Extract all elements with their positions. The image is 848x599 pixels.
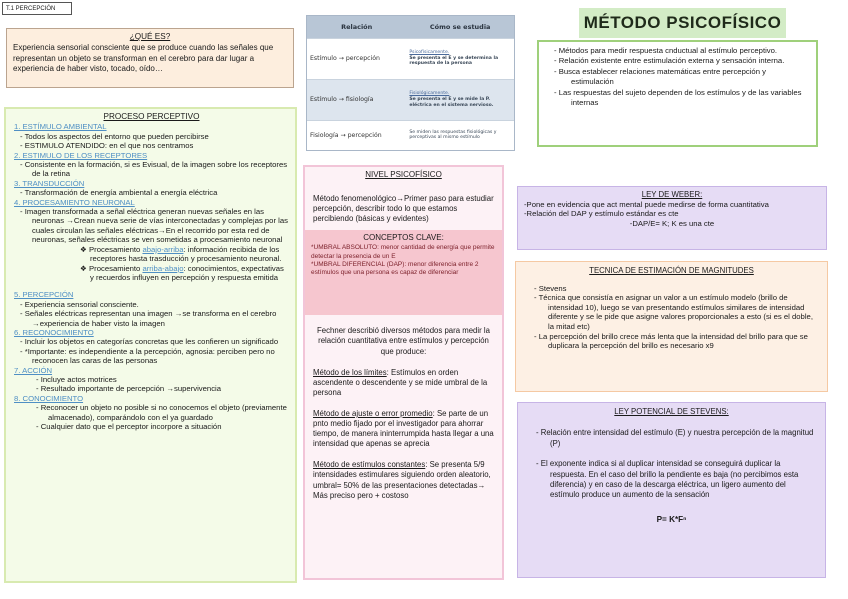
list-item: - Transformación de energía ambiental a energía eléctrica bbox=[20, 188, 218, 198]
list-item: - Relación existente entre estimulación externa y sensación interna. bbox=[554, 56, 785, 66]
weber-formula: -DAP/E= K; K es una cte bbox=[629, 219, 715, 229]
list-item: - Busca establecer relaciones matemáticas entre percepción y estimulación bbox=[554, 66, 766, 87]
list-item: - Métodos para medir respuesta cnductual al estímulo perceptivo. bbox=[554, 46, 778, 55]
list-item: - ESTIMULO ATENDIDO: en el que nos centramos bbox=[20, 141, 194, 151]
list-item: - Las respuestas del sujeto dependen de los estímulos y de las variables internas bbox=[554, 87, 802, 108]
section-reconocimiento: 6. RECONOCIMIENTO bbox=[14, 327, 94, 337]
list-item: - Técnica que consistía en asignar un valor a un estímulo modelo (brillo de intensidad 10), luego se van presentando estímulos similares de intensidad diferente y se le pide que asigne valores proporcionales a esto (si es el doble, la mitad etc) bbox=[534, 293, 813, 331]
section-accion: 7. ACCIÓN bbox=[14, 365, 53, 375]
que-es-title: ¿QUÉ ES? bbox=[129, 32, 171, 41]
que-es-box bbox=[6, 28, 294, 88]
list-item: - Todos los aspectos del entorno que pueden percibirse bbox=[20, 131, 209, 141]
nivel-title: NIVEL PSICOFÍSICO bbox=[365, 170, 442, 179]
tecnica-title: TECNICA DE ESTIMACIÓN DE MAGNITUDES bbox=[589, 266, 754, 275]
list-item: - *Importante: es independiente a la percepción, agnosia: perciben pero no reconocen las caras de las personas bbox=[20, 346, 275, 366]
list-item: - Imagen transformada a señal eléctrica generan nuevas señales en las neuronas →Crean nueva serie de vías interconectadas y complejas por las cuales circulan las señales eléctricas→En el recorrido por esta red de neuronas, señales eléctricas se ven sometidas a procesamiento neuronal bbox=[20, 207, 288, 245]
ley-weber-box bbox=[517, 186, 827, 250]
table-cell: Fisiología → percepción bbox=[307, 120, 406, 150]
tecnica-estimacion-box bbox=[515, 261, 828, 392]
table-row bbox=[307, 79, 514, 120]
section-procesamiento-neuronal: 4. PROCESAMIENTO NEURONAL bbox=[14, 197, 135, 207]
table-cell: Estímulo → percepción bbox=[307, 38, 406, 79]
list-item: - La percepción del brillo crece más lenta que la intensidad del brillo para que se duplicara la percepción del brillo es necesario x9 bbox=[534, 331, 808, 351]
relacion-table bbox=[306, 15, 515, 151]
conceptos-title: CONCEPTOS CLAVE: bbox=[363, 233, 444, 243]
metodo-limites: Método de los límites: Estímulos en orden ascendente o descendente y se mide umbral de la persona bbox=[313, 367, 488, 397]
nivel-intro: Método fenomenológico→Primer paso para estudiar percepción, describir todo lo que estamos percibiendo (básicas y evidentes) bbox=[313, 194, 494, 224]
umbral-diferencial: *UMBRAL DIFERENCIAL (DAP): menor diferencia entre 2 estímulos que una persona es capaz de diferenciar bbox=[311, 260, 479, 277]
list-item: - Reconocer un objeto no posible si no conocemos el objeto (previamente almacenado), comparándolo con el ya guardado bbox=[36, 403, 287, 422]
topic-tag: T.1 PERCEPCIÓN bbox=[2, 2, 72, 15]
list-item: - Cualquier dato que el perceptor incorpore a situación bbox=[36, 422, 222, 431]
conceptos-clave-box bbox=[305, 230, 502, 315]
table-row bbox=[307, 38, 514, 79]
list-item: - El exponente indica si al duplicar intensidad se conseguirá duplicar la respuesta. En el caso del brillo la pendiente es baja (no percibimos esta diferencia) y en caso de la descarga eléctrica, un ligero aumento del estímulo produce un aumento de la sensación bbox=[536, 459, 799, 500]
weber-line: -Relación del DAP y estímulo estándar es cte bbox=[524, 209, 679, 219]
list-item: - Experiencia sensorial consciente. bbox=[20, 299, 139, 309]
table-header: Cómo se estudia bbox=[406, 16, 514, 38]
stevens-formula: P= K*Fⁿ bbox=[656, 514, 687, 524]
weber-title: LEY DE WEBER: bbox=[641, 190, 703, 199]
table-cell: Psicofísicamente. Se presenta el E y se determina la respuesta de la persona bbox=[406, 38, 514, 79]
list-item: - Señales eléctricas representan una imagen →se transforma en el cerebro →experiencia de haber visto la imagen bbox=[20, 309, 277, 328]
section-conocimiento: 8. CONOCIMIENTO bbox=[14, 393, 84, 403]
stevens-title: LEY POTENCIAL DE STEVENS: bbox=[614, 407, 729, 416]
list-item: - Stevens bbox=[534, 283, 567, 293]
list-item: - Incluir los objetos en categorías concretas que les confieren un significado bbox=[20, 337, 279, 347]
table-cell: Estímulo → fisiología bbox=[307, 79, 406, 120]
ley-stevens-box bbox=[517, 402, 826, 578]
proceso-perceptivo-box bbox=[4, 107, 297, 583]
metodo-estimulos-constantes: Método de estímulos constantes: Se presenta 5/9 intensidades estimulares siguiendo orden aleatorio, umbral= 50% de las presentaciones detectadas→ Más preciso pero + costoso bbox=[313, 460, 491, 500]
proceso-title: PROCESO PERCEPTIVO bbox=[103, 112, 200, 121]
table-header: Relación bbox=[307, 16, 406, 38]
table-header-row bbox=[307, 16, 514, 38]
umbral-absoluto: *UMBRAL ABSOLUTO: menor cantidad de energía que permite detectar la presencia de un E bbox=[311, 244, 495, 260]
list-item: - Consistente en la formación, si es Evisual, de la imagen sobre los receptores de la retina bbox=[20, 160, 288, 179]
metodo-psicofisico-box bbox=[537, 40, 818, 147]
weber-line: -Pone en evidencia que act mental puede medirse de forma cuantitativa bbox=[524, 199, 769, 209]
section-estimulo-receptores: 2. ESTIMULO DE LOS RECEPTORES bbox=[14, 150, 148, 160]
list-subitem: ❖ Procesamiento arriba-abajo: conocimientos, expectativas y recuerdos influyen en percepción y respuesta emitida bbox=[80, 263, 284, 282]
que-es-text: Experiencia sensorial consciente que se produce cuando las señales que representan un objeto se transforman en el cerebro para dar lugar a experiencia de haber visto, tocado, oído… bbox=[13, 43, 274, 74]
section-percepcion: 5. PERCEPCIÓN bbox=[14, 290, 74, 300]
fechner-text: Fechner describió diversos métodos para medir la relación cuantitativa entre estímulos y percepción que produce: bbox=[317, 326, 490, 356]
list-item: - Resultado importante de percepción →supervivencia bbox=[36, 384, 222, 394]
section-estimulo-ambiental: 1. ESTÍMULO AMBIENTAL bbox=[14, 122, 107, 132]
metodo-ajuste: Método de ajuste o error promedio: Se parte de un pnto medio fijado por el investigador para ahorrar tiempo, de manera ininterrumpida hasta llegar a una intensidad que apenas se aprecia bbox=[313, 408, 494, 449]
list-subitem: ❖ Procesamiento abajo-arriba: información recibida de los receptores hasta trasducción y procesamiento neuronal. bbox=[80, 244, 282, 264]
table-cell: Fisiológicamente. Se presenta el E y se mide la P. eléctrica en el sistema nervioso. bbox=[406, 79, 514, 120]
metodo-psicofisico-title: MÉTODO PSICOFÍSICO bbox=[579, 8, 786, 38]
table-row bbox=[307, 120, 514, 150]
section-transduccion: 3. TRANSDUCCIÓN bbox=[14, 178, 85, 188]
list-item: - Relación entre intensidad del estímulo (E) y nuestra percepción de la magnitud (P) bbox=[536, 428, 814, 448]
table-cell: Se miden las respuestas fisiológicas y perceptivas al mismo estímulo bbox=[406, 120, 514, 150]
list-item: - Incluye actos motrices bbox=[36, 374, 117, 384]
nivel-psicofisico-box bbox=[303, 165, 504, 580]
